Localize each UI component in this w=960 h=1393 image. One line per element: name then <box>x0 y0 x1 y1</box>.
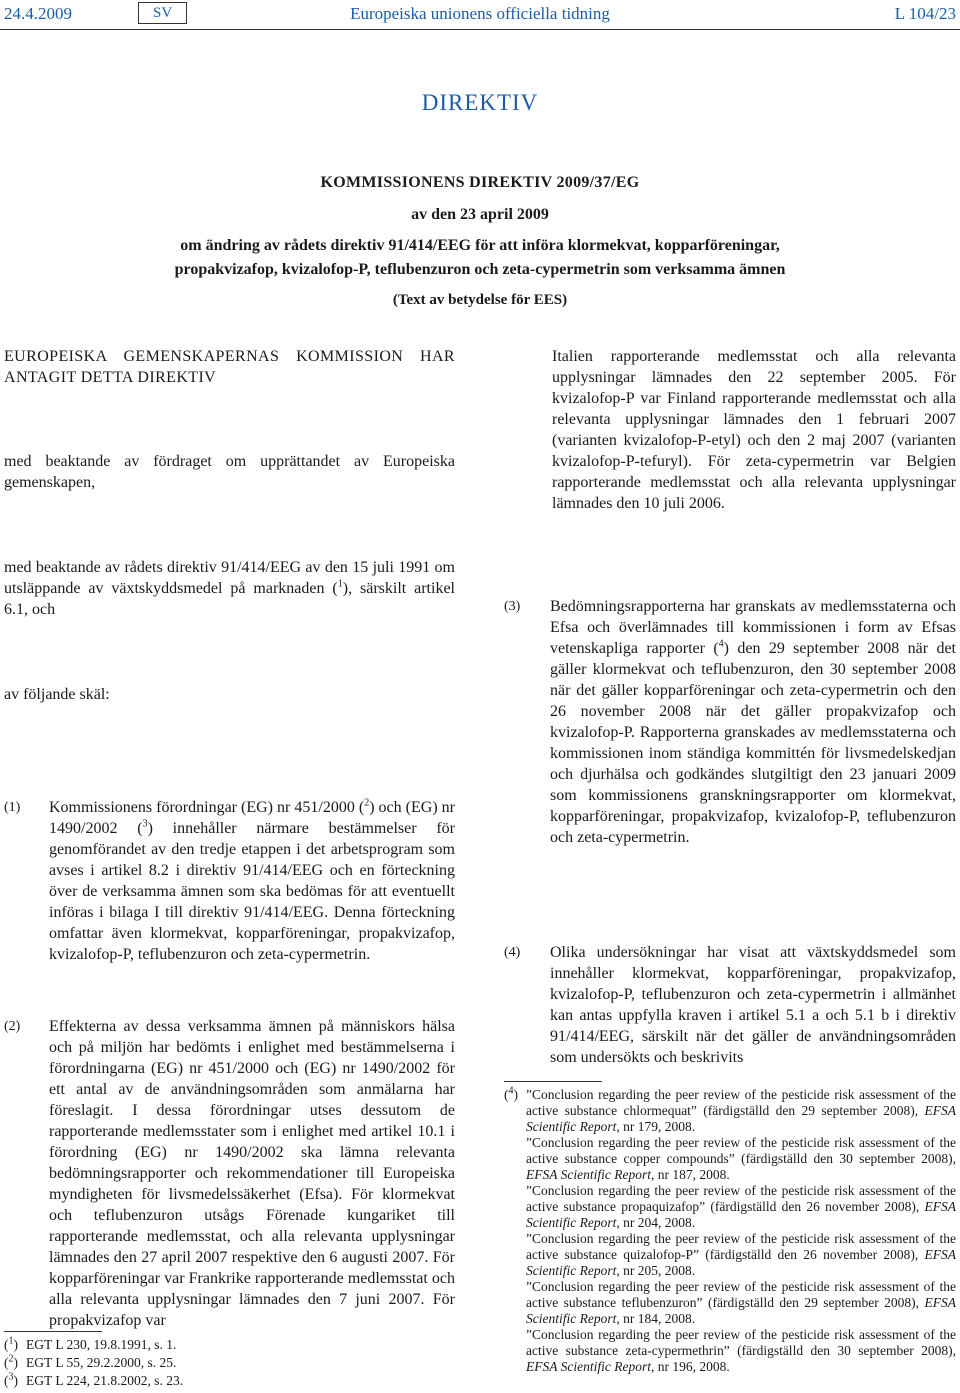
recital-2-continuation: Italien rapporterande medlemsstat och alla relevanta upplysningar lämnades den 22 september 2005. För kvizalofop-P var Finland rapporterande medlemsstat och alla relevanta upplysningar lämnades den 1 februari 2007 (varianten kvizalofop-P-etyl) och den 2 maj 2007 (varianten kvizalofop-P-tefuryl). För zeta-cypermetrin var Belgien rapporterande medlemsstat och alla relevanta upplysningar lämnades den 10 juli 2006. <box>552 348 956 512</box>
document-subject <box>4 234 956 282</box>
page-header <box>4 4 956 26</box>
recital-number: (4) <box>504 945 521 960</box>
recital-text: Bedömningsrapporterna har granskats av medlemsstaterna och Efsa och överlämnades till kommissionen i form av Efsas vetenskapliga rapporter ($^4$) den 29 september 2008 när det gäller klormekvat och teflubenzuron, den 30 september 2008 när det gäller kopparföreningar och zeta-cypermetrin och den 26 november 2008 när det gäller propakvizafop och kvizalofop-P. Rapporterna granskades av medlemsstaterna och kommissionen inom ständiga kommittén för livsmedelskedjan och djurhälsa och godkändes slutgiltigt den 23 januari 2009 som kommissionens granskningsrapporter om klormekvat, kopparföreningar, propakvizafop, kvizalofop-P, teflubenzuron och zeta-cypermetrin. <box>550 598 956 846</box>
publication-date: 24.4.2009 <box>4 4 72 23</box>
footnote-ref-3: 3 <box>142 818 148 830</box>
footnote-4-entry: ”Conclusion regarding the peer review of the pesticide risk assessment of the active substance chlormequat” (färdigställd den 29 september 2008), EFSA Scientific Report, nr 179, 2008. <box>526 1087 956 1134</box>
whereas-heading: av följande skäl: <box>4 686 110 703</box>
enacting-intro: EUROPEISKA GEMENSKAPERNAS KOMMISSION HAR ANTAGIT DETTA DIREKTIV <box>4 348 455 386</box>
header-rule <box>0 29 960 30</box>
footnote-4-entry: ”Conclusion regarding the peer review of the pesticide risk assessment of the active substance copper compounds” (färdigställd den 30 september 2008), EFSA Scientific Report, nr 187, 2008. <box>526 1135 956 1182</box>
citation-directive: med beaktande av rådets direktiv 91/414/EEG av den 15 juli 1991 om utsläppande av växtskyddsmedel på marknaden ($^1$), särskilt artikel 6.1, och <box>4 559 455 618</box>
footnote-ref-1: 1 <box>337 578 343 590</box>
recital-text: Effekterna av dessa verksamma ämnen på människors hälsa och på miljön har bedömts i enlighet med bestämmelserna i förordningarna (EG) nr 451/2000 och (EG) nr 1490/2002 för ett antal av de användningsområden som anmälarna har föreslagit. I dessa förordningar utses dessutom de rapporterande medlemsstater som i enlighet med artikel 10.1 i förordning (EG) nr 1490/2002 ska lämna relevanta bedömningsrapporter och rekommendationer till Europeiska myndigheten för livsmedelssäkerhet (Efsa). För klormekvat och teflubenzuron utsågs Förenade kungariket till rapporterande medlemsstat, och alla relevanta upplysningar lämnades den 27 april 2007 respektive den 6 augusti 2007. För kopparföreningar var Frankrike rapporterande medlemsstat och alla relevanta upplysningar lämnades den 7 juni 2007. För propakvizafop var <box>49 1018 455 1329</box>
citation-treaty: med beaktande av fördraget om upprättandet av Europeiska gemenskapen, <box>4 453 455 491</box>
recital-text: Olika undersökningar har visat att växtskyddsmedel som innehåller klormekvat, kopparföreningar, propakvizafop, kvizalofop-P, teflubenzuron och zeta-cypermetrin i allmänhet kan antas uppfylla kraven i artikel 5.1 a och 5.1 b i direktiv 91/414/EEG, särskilt när det gäller de användningsområden som undersökts och beskrivits <box>550 944 956 1066</box>
eea-relevance-note: (Text av betydelse för EES) <box>392 292 568 308</box>
recital-text: Kommissionens förordningar (EG) nr 451/2000 ($^2$) och (EG) nr 1490/2002 ($^3$) innehåller närmare bestämmelser för genomförandet av den tredje etappen i det arbetsprogram som avses i artikel 8.2 i direktiv 91/414/EEG och en förteckning över de verksamma ämnen som ska bedömas för att eventuellt införas i bilaga I till direktiv 91/414/EEG. Denna förteckning omfattar även klormekvat, kopparföreningar, propakvizafop, kvizalofop-P, teflubenzuron och zeta-cypermetrin. <box>49 797 456 963</box>
footnote-4-entry: ”Conclusion regarding the peer review of the pesticide risk assessment of the active substance quizalofop-P” (färdigställd den 26 november 2008), EFSA Scientific Report, nr 205, 2008. <box>526 1231 956 1278</box>
footnote-4-entry: ”Conclusion regarding the peer review of the pesticide risk assessment of the active substance propaquizafop” (färdigställd den 26 november 2008), EFSA Scientific Report, nr 204, 2008. <box>526 1183 956 1230</box>
document-title: KOMMISSIONENS DIREKTIV 2009/37/EG <box>320 174 640 191</box>
footnote-rule-right <box>504 1081 602 1082</box>
footnote-4-entries <box>526 1087 956 1375</box>
footnote-rule-left <box>4 1331 102 1332</box>
footnote-ref-4: 4 <box>718 638 724 650</box>
recital-number: (1) <box>4 800 21 815</box>
page-reference: L 104/23 <box>894 4 956 23</box>
footnote-4-entry: ”Conclusion regarding the peer review of the pesticide risk assessment of the active substance teflubenzuron” (färdigställd den 29 september 2008), EFSA Scientific Report, nr 184, 2008. <box>526 1279 956 1326</box>
subject-line-2: propakvizafop, kvizalofop-P, teflubenzuron och zeta-cypermetrin som verksamma ämnen <box>174 261 786 278</box>
recital-number: (2) <box>4 1019 21 1034</box>
document-date: av den 23 april 2009 <box>411 206 549 223</box>
recital-number: (3) <box>504 599 521 614</box>
subject-line-1: om ändring av rådets direktiv 91/414/EEG för att införa klormekvat, kopparföreningar, <box>180 237 780 254</box>
footnote-ref-2: 2 <box>364 797 370 809</box>
language-badge: SV <box>138 2 187 24</box>
document-kind: DIREKTIV <box>421 90 539 115</box>
journal-title: Europeiska unionens officiella tidning <box>350 4 610 23</box>
footnote-4-entry: ”Conclusion regarding the peer review of the pesticide risk assessment of the active substance zeta-cypermethrin” (färdigställd den 30 september 2008), EFSA Scientific Report, nr 196, 2008. <box>526 1327 956 1374</box>
